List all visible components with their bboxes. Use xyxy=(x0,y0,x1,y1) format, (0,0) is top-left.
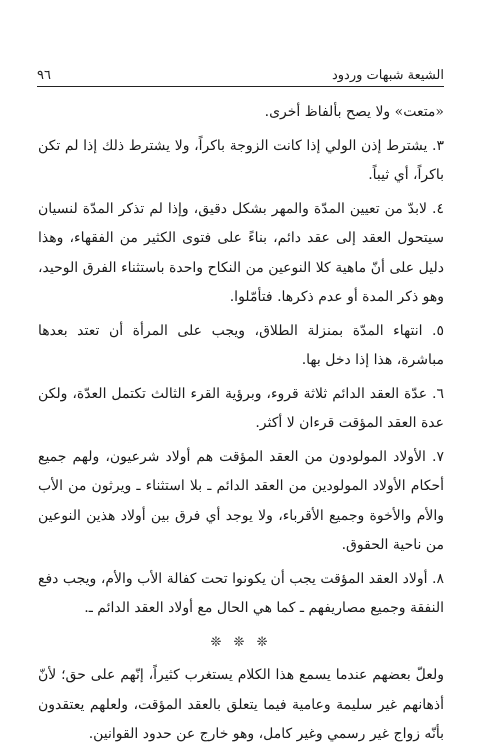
page-body xyxy=(38,98,444,754)
paragraph-item-6: ٦. عدّة العقد الدائم ثلاثة قروء، وبرؤية القرء الثالث تكتمل العدّة، ولكن عدة العقد المؤقت قرءان لا أكثر. xyxy=(38,385,444,431)
book-title: الشيعة شبهات وردود xyxy=(331,68,444,83)
closing-paragraph: ولعلّ بعضهم عندما يسمع هذا الكلام يستغرب كثيراً، إنّهم على حق؛ لأنّ أذهانهم غير سليمة وعامية فيما يتعلق بالعقد المؤقت، ولعلهم يعتقدون بأنّه زواج غير رسمي وغير كامل، وهو خارج عن حدود القوانين. xyxy=(38,667,444,742)
page-header xyxy=(37,62,444,84)
paragraph-item-4: ٤. لابدّ من تعيين المدّة والمهر بشكل دقيق، وإذا لم تذكر المدّة لنسيان سيتحول العقد إلى عقد دائم، بناءً على فتوى الكثير من الفقهاء، وهذا دليل على أنّ ماهية كلا النوعين من النكاح واحدة باستثناء الفرق الوحيد، وهو ذكر المدة أو عدم ذكرها. فتأمّلوا. xyxy=(38,200,444,305)
paragraph-item-8: ٨. أولاد العقد المؤقت يجب أن يكونوا تحت كفالة الأب والأم، ويجب دفع النفقة وجميع مصاريفهم ـ كما هي الحال مع أولاد العقد الدائم ـ. xyxy=(38,570,444,616)
page-number: ٩٦ xyxy=(37,68,51,83)
paragraph-item-7: ٧. الأولاد المولودون من العقد المؤقت هم أولاد شرعيون، ولهم جميع أحكام الأولاد المولودين من العقد الدائم ـ بلا استثناء ـ ويرثون من الأب والأم والأخوة وجميع الأقرباء، ولا يوجد أي فرق بين أولاد هذين النوعين من ناحية الحقوق. xyxy=(38,448,444,553)
paragraph-continuation: «متعت» ولا يصح بألفاظ أخرى. xyxy=(264,104,444,120)
paragraph-item-5: ٥. انتهاء المدّة بمنزلة الطلاق، ويجب على المرأة أن تعتد بعدها مباشرة، هذا إذا دخل بها. xyxy=(38,322,444,368)
paragraph-item-3: ٣. يشترط إذن الولي إذا كانت الزوجة باكراً، ولا يشترط ذلك إذا لم تكن باكراً، أي ثيباً. xyxy=(38,137,444,183)
header-rule xyxy=(37,86,444,87)
section-separator: ❊ ❊ ❊ xyxy=(210,634,272,650)
